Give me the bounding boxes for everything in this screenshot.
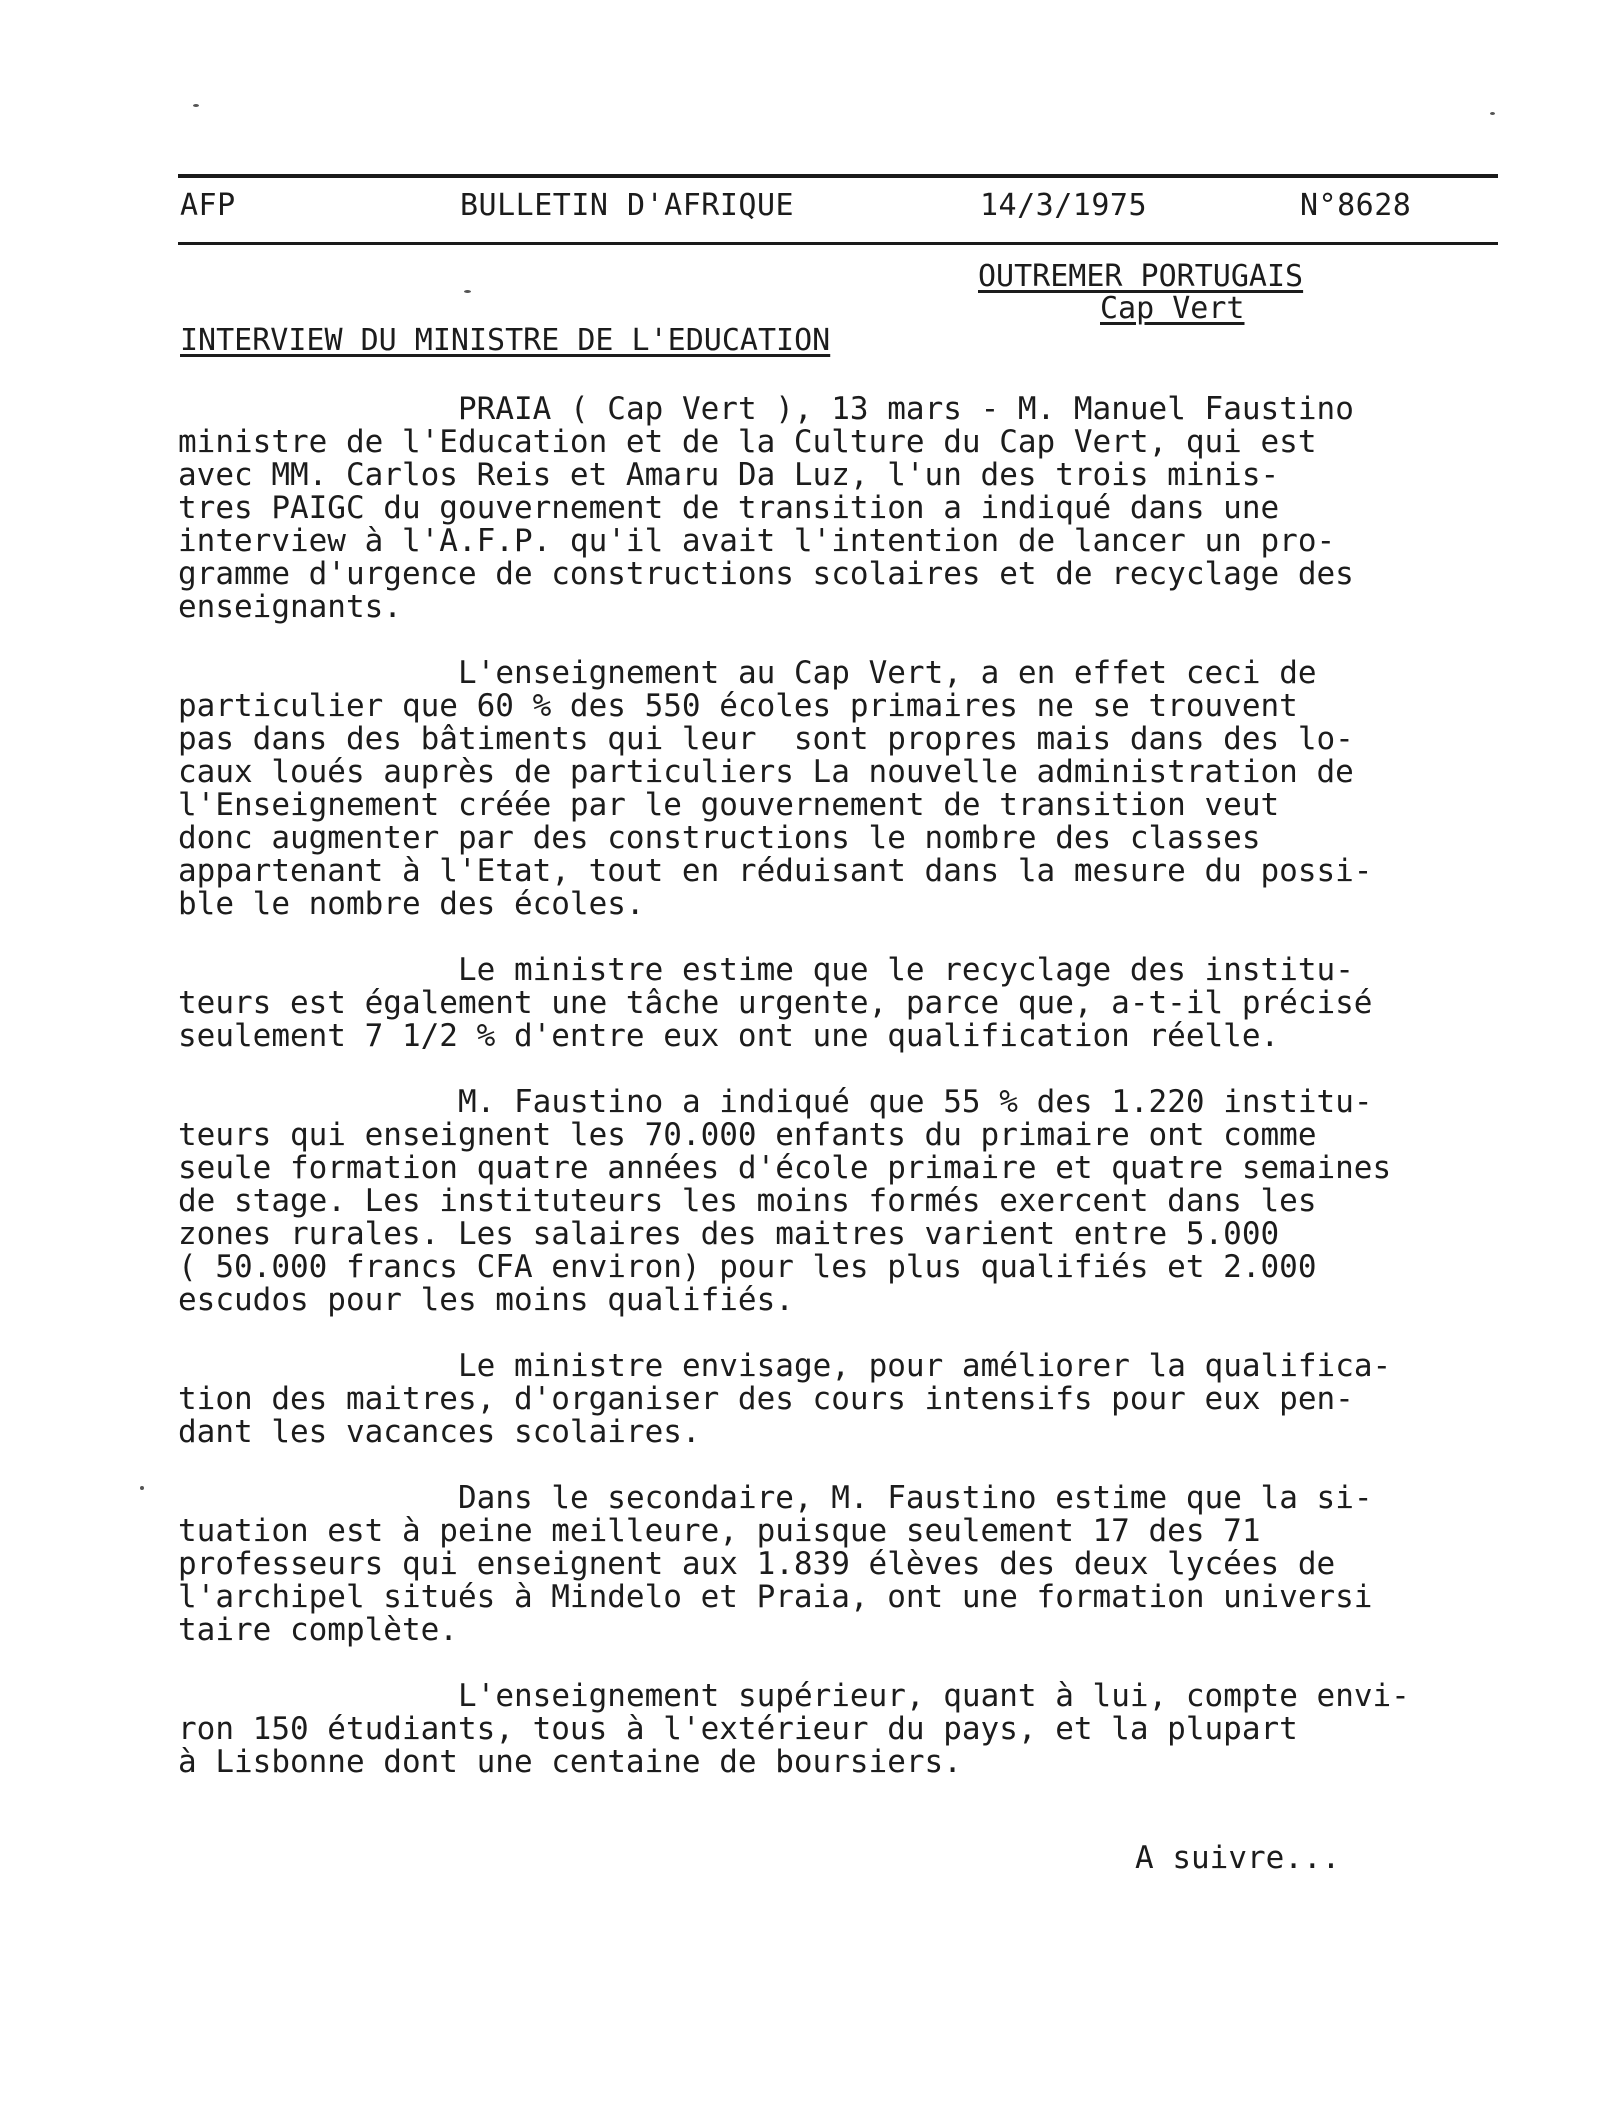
paragraph-line: gramme d'urgence de constructions scolaires et de recyclage des bbox=[178, 556, 1354, 592]
paragraph-line: taire complète. bbox=[178, 1612, 458, 1648]
paragraph-line: professeurs qui enseignent aux 1.839 élèves des deux lycées de bbox=[178, 1546, 1336, 1582]
article-paragraph bbox=[178, 393, 1488, 624]
paragraph-line: seule formation quatre années d'école primaire et quatre semaines bbox=[178, 1150, 1392, 1186]
paragraph-line: avec MM. Carlos Reis et Amaru Da Luz, l'un des trois minis- bbox=[178, 457, 1280, 493]
article-paragraph bbox=[178, 954, 1488, 1053]
ink-speck bbox=[193, 104, 199, 107]
paragraph-line: donc augmenter par des constructions le nombre des classes bbox=[178, 820, 1261, 856]
paragraph-line: particulier que 60 % des 550 écoles primaires ne se trouvent bbox=[178, 688, 1298, 724]
paragraph-line: dant les vacances scolaires. bbox=[178, 1414, 701, 1450]
article-paragraph bbox=[178, 657, 1488, 921]
paragraph-line: tion des maitres, d'organiser des cours intensifs pour eux pen- bbox=[178, 1381, 1354, 1417]
paragraph-line: à Lisbonne dont une centaine de boursiers. bbox=[178, 1744, 962, 1780]
paragraph-line: L'enseignement au Cap Vert, a en effet ceci de bbox=[458, 655, 1317, 691]
article-body bbox=[178, 393, 1488, 1812]
paragraph-line: PRAIA ( Cap Vert ), 13 mars - M. Manuel Faustino bbox=[458, 391, 1354, 427]
header-source: AFP bbox=[180, 188, 236, 223]
subsection-label: Cap Vert bbox=[1100, 291, 1245, 326]
paragraph-line: Dans le secondaire, M. Faustino estime que la si- bbox=[458, 1480, 1373, 1516]
header-bottom-rule bbox=[178, 242, 1498, 245]
paragraph-line: Le ministre estime que le recyclage des institu- bbox=[458, 952, 1354, 988]
paragraph-line: zones rurales. Les salaires des maitres varient entre 5.000 bbox=[178, 1216, 1280, 1252]
paragraph-line: l'archipel situés à Mindelo et Praia, ont une formation universi bbox=[178, 1579, 1373, 1615]
header-number: N°8628 bbox=[1300, 188, 1412, 223]
paragraph-line: ( 50.000 francs CFA environ) pour les plus qualifiés et 2.000 bbox=[178, 1249, 1317, 1285]
paragraph-line: ble le nombre des écoles. bbox=[178, 886, 645, 922]
paragraph-line: enseignants. bbox=[178, 589, 402, 625]
paragraph-line: M. Faustino a indiqué que 55 % des 1.220 institu- bbox=[458, 1084, 1373, 1120]
header-bulletin-title: BULLETIN D'AFRIQUE bbox=[460, 188, 795, 223]
header-date: 14/3/1975 bbox=[980, 188, 1148, 223]
header-top-rule bbox=[178, 174, 1498, 178]
section-label: OUTREMER PORTUGAIS bbox=[978, 259, 1304, 294]
paragraph-line: seulement 7 1/2 % d'entre eux ont une qualification réelle. bbox=[178, 1018, 1280, 1054]
paragraph-line: tres PAIGC du gouvernement de transition a indiqué dans une bbox=[178, 490, 1280, 526]
article-paragraph bbox=[178, 1482, 1488, 1647]
paragraph-line: interview à l'A.F.P. qu'il avait l'intention de lancer un pro- bbox=[178, 523, 1336, 559]
article-headline: INTERVIEW DU MINISTRE DE L'EDUCATION bbox=[180, 323, 831, 358]
ink-speck bbox=[1490, 112, 1495, 115]
paragraph-line: appartenant à l'Etat, tout en réduisant dans la mesure du possi- bbox=[178, 853, 1373, 889]
paragraph-line: ron 150 étudiants, tous à l'extérieur du pays, et la plupart bbox=[178, 1711, 1298, 1747]
article-paragraph bbox=[178, 1086, 1488, 1317]
paragraph-line: caux loués auprès de particuliers La nouvelle administration de bbox=[178, 754, 1354, 790]
paragraph-line: escudos pour les moins qualifiés. bbox=[178, 1282, 794, 1318]
continuation-note: A suivre... bbox=[1135, 1840, 1341, 1876]
paragraph-line: Le ministre envisage, pour améliorer la qualifica- bbox=[458, 1348, 1392, 1384]
article-paragraph bbox=[178, 1680, 1488, 1779]
ink-speck bbox=[464, 290, 471, 293]
paragraph-line: l'Enseignement créée par le gouvernement de transition veut bbox=[178, 787, 1280, 823]
paragraph-line: teurs qui enseignent les 70.000 enfants du primaire ont comme bbox=[178, 1117, 1317, 1153]
ink-speck bbox=[140, 1486, 144, 1490]
paragraph-line: pas dans des bâtiments qui leur sont propres mais dans des lo- bbox=[178, 721, 1354, 757]
paragraph-line: de stage. Les instituteurs les moins formés exercent dans les bbox=[178, 1183, 1317, 1219]
paragraph-line: tuation est à peine meilleure, puisque seulement 17 des 71 bbox=[178, 1513, 1261, 1549]
paragraph-line: L'enseignement supérieur, quant à lui, compte envi- bbox=[458, 1678, 1410, 1714]
article-paragraph bbox=[178, 1350, 1488, 1449]
paragraph-line: ministre de l'Education et de la Culture du Cap Vert, qui est bbox=[178, 424, 1317, 460]
paragraph-line: teurs est également une tâche urgente, parce que, a-t-il précisé bbox=[178, 985, 1373, 1021]
